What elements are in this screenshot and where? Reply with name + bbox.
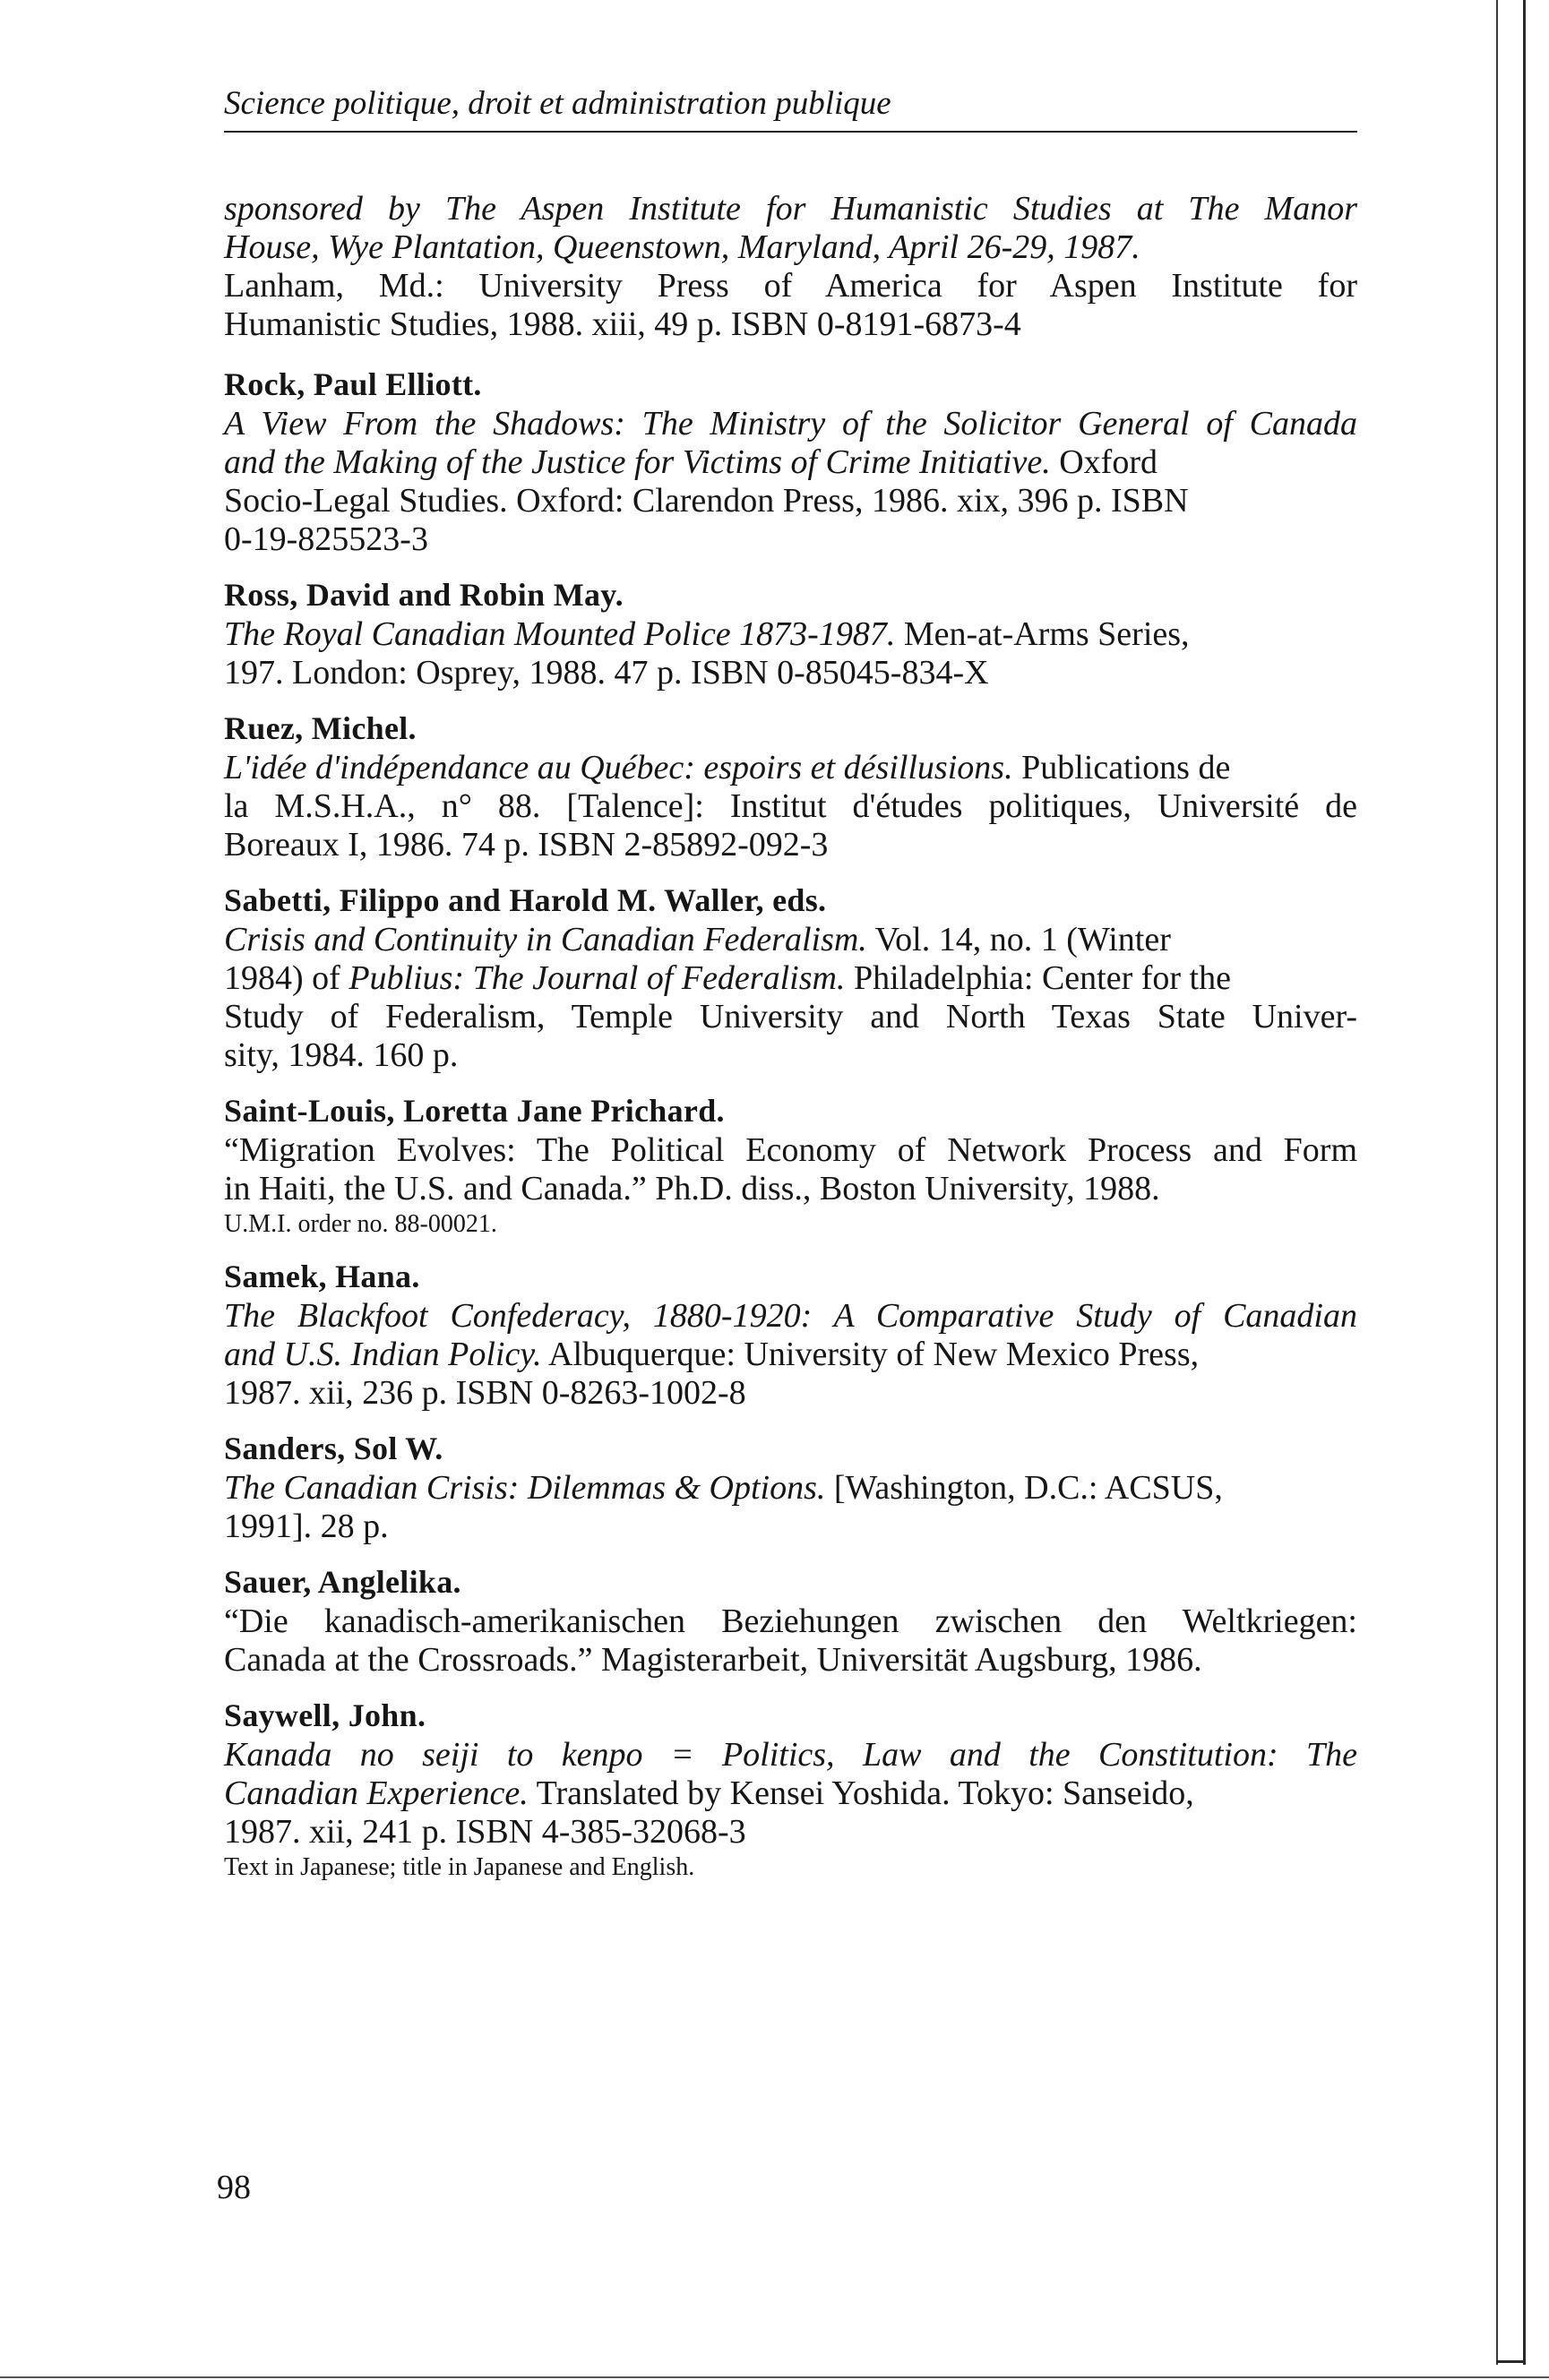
entry-line: Canada at the Crossroads.” Magisterarbeit, Universität Augsburg, 1986. xyxy=(224,1641,1202,1679)
entry-note: Text in Japanese; title in Japanese and English. xyxy=(224,1853,695,1881)
entry-author: Sanders, Sol W. xyxy=(224,1431,443,1466)
entry-line: Study of Federalism, Temple University and North Texas State Univer- xyxy=(224,998,1357,1035)
entry-line: and the Making of the Justice for Victims of Crime Initiative. Oxford xyxy=(224,443,1157,481)
bibliography-entry xyxy=(224,364,1357,559)
bibliography-list xyxy=(224,190,1357,1899)
running-head: Science politique, droit et administration publique xyxy=(224,85,891,122)
header-rule xyxy=(224,131,1357,133)
entry-line: The Blackfoot Confederacy, 1880-1920: A Comparative Study of Canadian xyxy=(224,1297,1357,1335)
bibliography-entry xyxy=(224,1090,1357,1241)
entry-line: 0-19-825523-3 xyxy=(224,520,428,558)
entry-line: The Canadian Crisis: Dilemmas & Options. [Washington, D.C.: ACSUS, xyxy=(224,1469,1223,1507)
entry-note: U.M.I. order no. 88-00021. xyxy=(224,1210,497,1238)
entry-line: sity, 1984. 160 p. xyxy=(224,1036,459,1074)
entry-line: 1991]. 28 p. xyxy=(224,1508,389,1545)
entry-line: Humanistic Studies, 1988. xiii, 49 p. ISBN 0-8191-6873-4 xyxy=(224,305,1021,343)
entry-line: 1984) of Publius: The Journal of Federalism. Philadelphia: Center for the xyxy=(224,959,1231,997)
entry-line: and U.S. Indian Policy. Albuquerque: University of New Mexico Press, xyxy=(224,1336,1200,1373)
entry-line: Canadian Experience. Translated by Kensei Yoshida. Tokyo: Sanseido, xyxy=(224,1774,1194,1812)
entry-line: 1987. xii, 241 p. ISBN 4-385-32068-3 xyxy=(224,1813,746,1851)
entry-line: The Royal Canadian Mounted Police 1873-1987. Men-at-Arms Series, xyxy=(224,615,1190,653)
entry-author: Samek, Hana. xyxy=(224,1259,420,1294)
entry-author: Rock, Paul Elliott. xyxy=(224,366,482,402)
entry-line: House, Wye Plantation, Queenstown, Maryland, April 26-29, 1987. xyxy=(224,228,1140,266)
entry-line: Socio-Legal Studies. Oxford: Clarendon Press, 1986. xix, 396 p. ISBN xyxy=(224,482,1189,520)
bibliography-entry xyxy=(224,1256,1357,1413)
bibliography-entry xyxy=(224,1428,1357,1546)
entry-author: Ross, David and Robin May. xyxy=(224,577,624,613)
entry-line: Boreaux I, 1986. 74 p. ISBN 2-85892-092-3 xyxy=(224,826,829,864)
page-edge-corner xyxy=(1496,2360,1526,2363)
bibliography-entry xyxy=(224,574,1357,692)
entry-line: sponsored by The Aspen Institute for Humanistic Studies at The Manor xyxy=(224,190,1357,228)
bibliography-entry xyxy=(224,1561,1357,1680)
entry-line: Crisis and Continuity in Canadian Federalism. Vol. 14, no. 1 (Winter xyxy=(224,921,1171,958)
page-edge-line xyxy=(1496,0,1498,2365)
entry-line: in Haiti, the U.S. and Canada.” Ph.D. diss., Boston University, 1988. xyxy=(224,1170,1160,1207)
entry-line: la M.S.H.A., n° 88. [Talence]: Institut d'études politiques, Université de xyxy=(224,787,1357,825)
bibliography-entry xyxy=(224,708,1357,864)
entry-author: Saint-Louis, Loretta Jane Prichard. xyxy=(224,1093,725,1129)
bibliography-entry xyxy=(224,1695,1357,1884)
entry-line: Kanada no seiji to kenpo = Politics, Law and the Constitution: The xyxy=(224,1736,1357,1774)
bibliography-entry xyxy=(224,190,1357,344)
entry-line: Lanham, Md.: University Press of America for Aspen Institute for xyxy=(224,267,1357,305)
page-number: 98 xyxy=(217,2169,251,2206)
bottom-edge-line xyxy=(0,2376,1549,2378)
entry-author: Sauer, Anglelika. xyxy=(224,1564,461,1600)
entry-line: A View From the Shadows: The Ministry of the Solicitor General of Canada xyxy=(224,405,1357,442)
entry-author: Ruez, Michel. xyxy=(224,710,417,746)
entry-line: 1987. xii, 236 p. ISBN 0-8263-1002-8 xyxy=(224,1374,746,1412)
entry-author: Saywell, John. xyxy=(224,1697,426,1733)
entry-line: L'idée d'indépendance au Québec: espoirs et désillusions. Publications de xyxy=(224,749,1231,786)
page-edge-line xyxy=(1523,0,1526,2365)
bibliography-entry xyxy=(224,880,1357,1075)
entry-author: Sabetti, Filippo and Harold M. Waller, eds. xyxy=(224,882,827,918)
entry-line: “Die kanadisch-amerikanischen Beziehungen zwischen den Weltkriegen: xyxy=(224,1602,1357,1640)
entry-line: 197. London: Osprey, 1988. 47 p. ISBN 0-85045-834-X xyxy=(224,654,989,692)
entry-line: “Migration Evolves: The Political Economy of Network Process and Form xyxy=(224,1131,1357,1169)
